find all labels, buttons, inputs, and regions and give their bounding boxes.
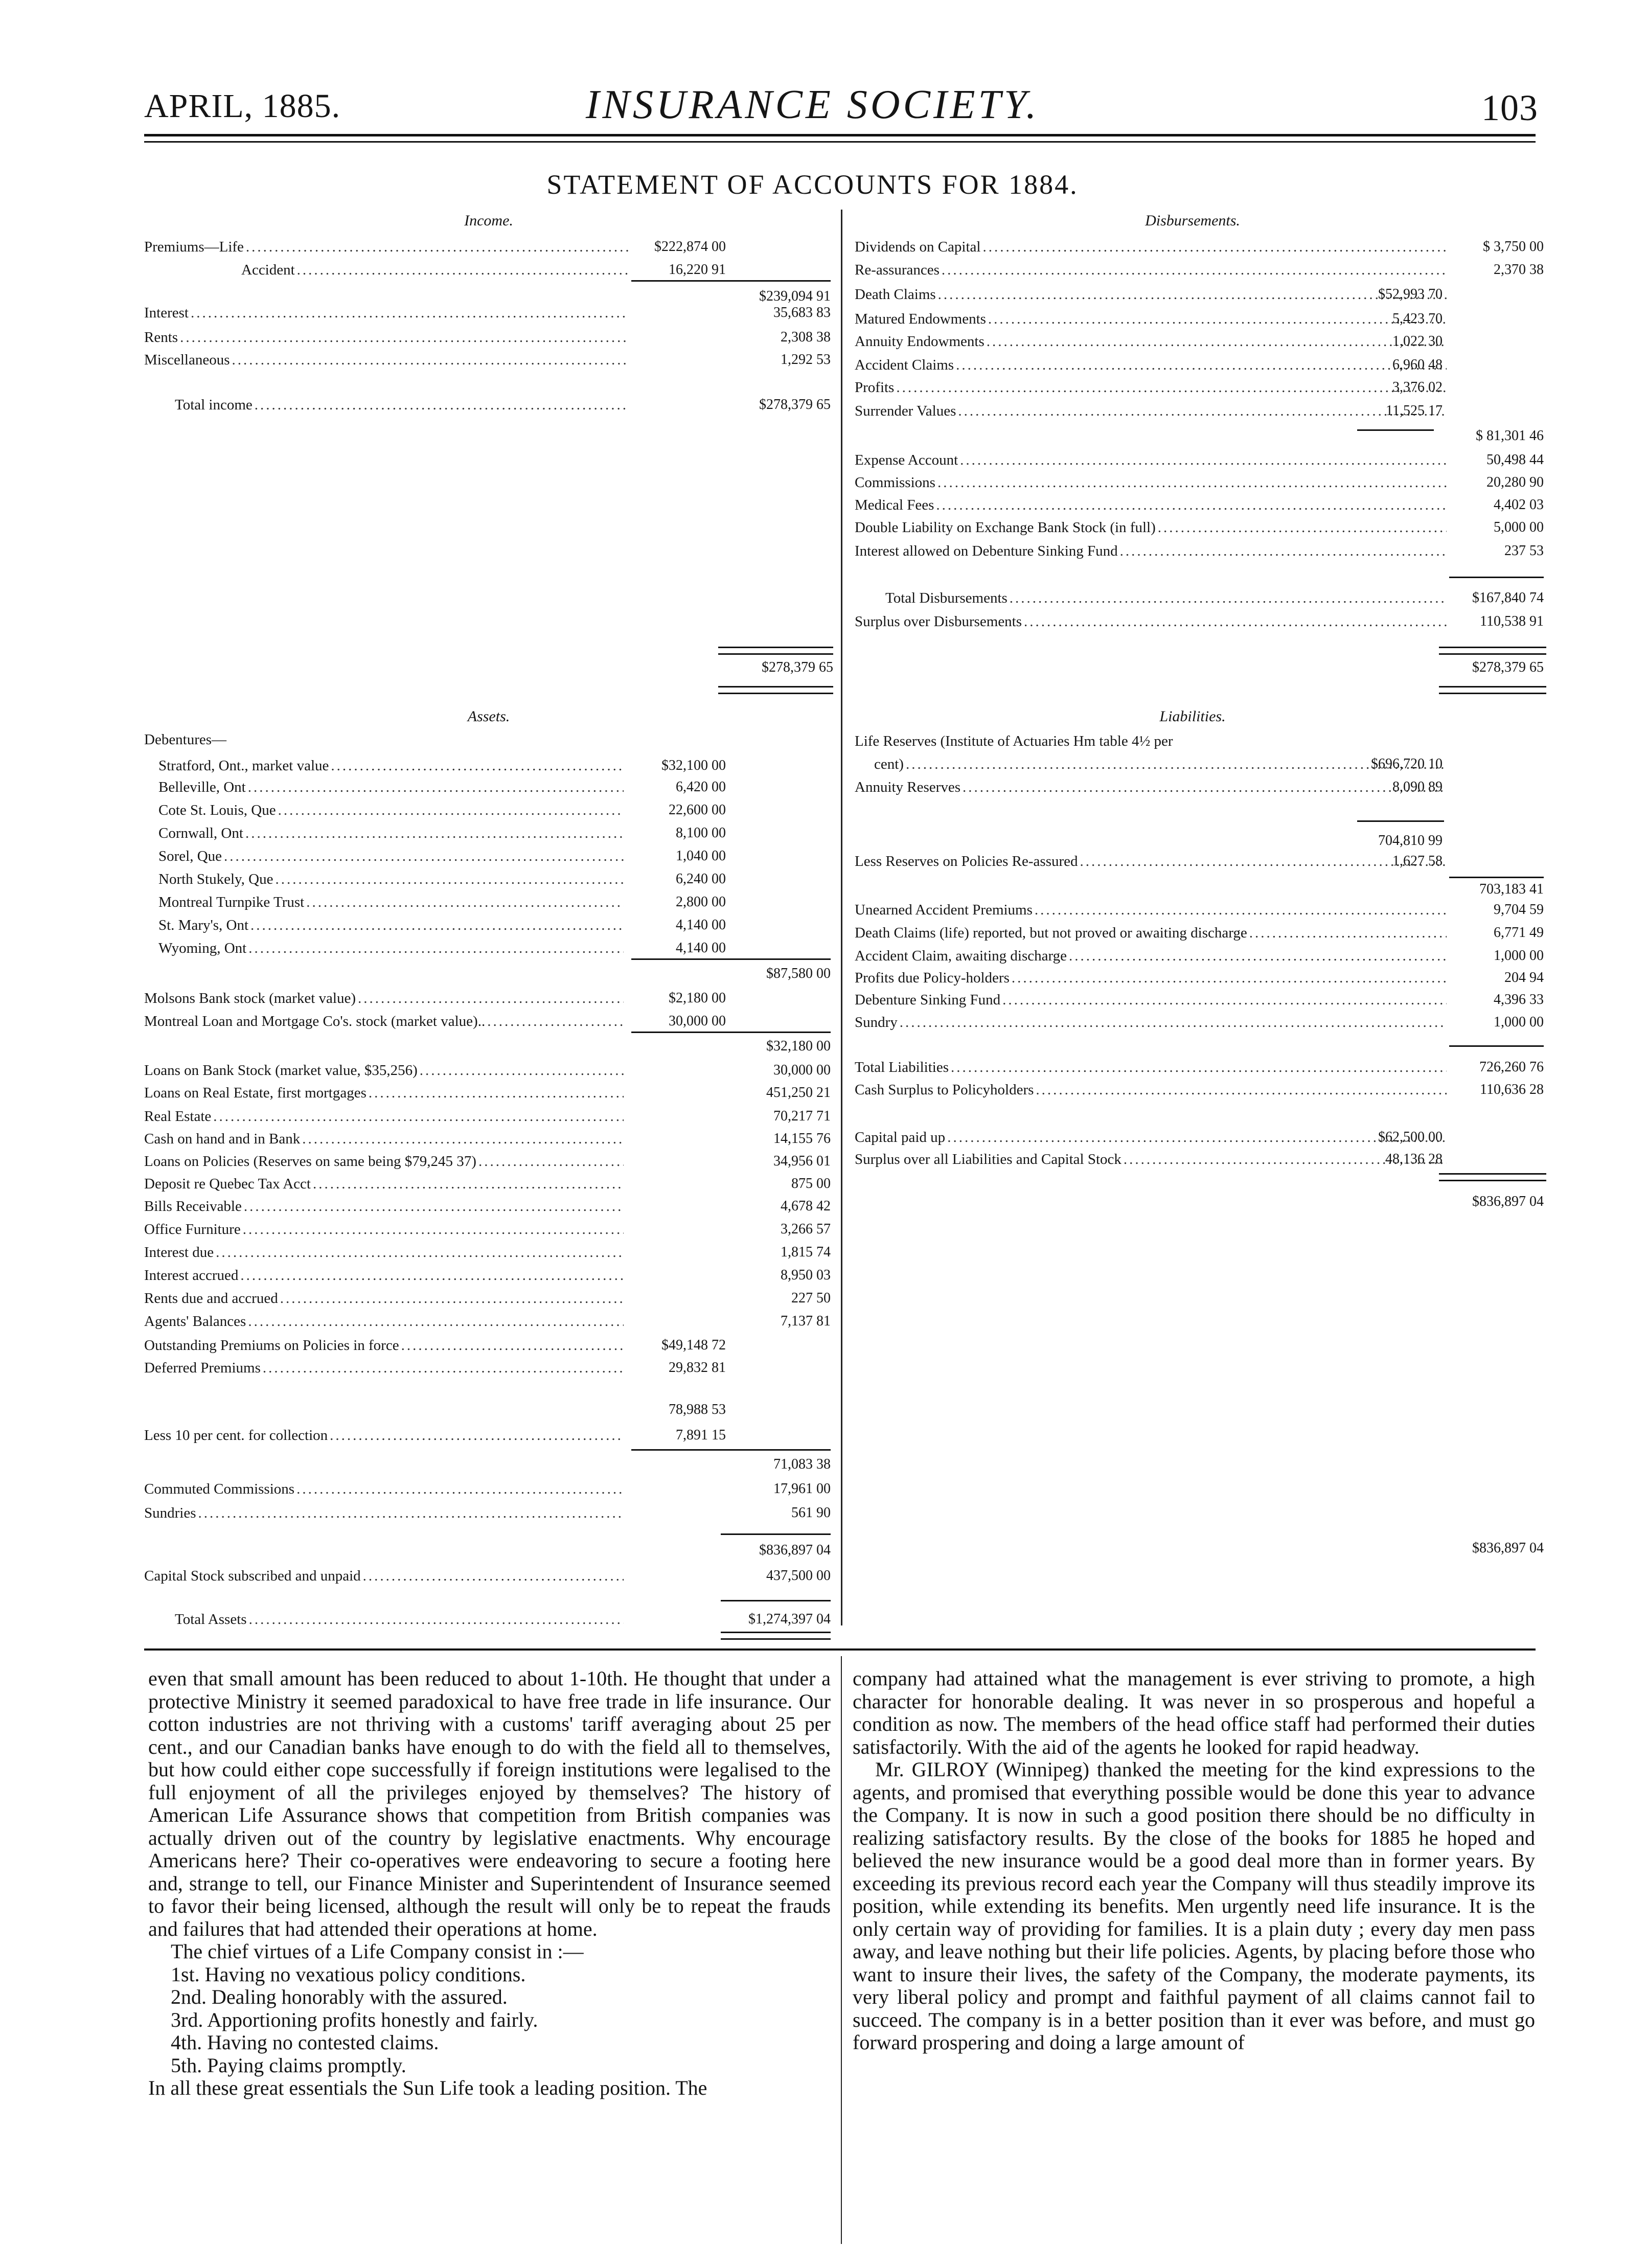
row-label: Deferred Premiums [144, 1360, 261, 1376]
row-label: Accident Claims [855, 357, 954, 373]
row-amount: 1,000 00 [1494, 948, 1544, 964]
left-paragraph: even that small amount has been reduced to about 1-10th. He thought that under a protective Ministry it seemed paradoxical to have free trade in life insurance. Our cotton industries are not thriving with a customs' tariff averaging about 25 per cent., and our Canadian banks have enough to do with the field all to themselves, but how could either cope successfully if foreign institutions were legalised to the full enjoyment of all the privileges enjoyed by themselves? The history of American Life Assurance shows that competition from British companies was actually driven out of the country by legislative enactments. Why encourage Americans here? Their co-operatives were endeavoring to secure a footing here and, strange to tell, our Finance Minister and Superintendent of Insurance seemed to favor their being licensed, although the result will only be to repeat the frauds and failures that had attended their operations at home. [148, 1667, 831, 1940]
row-amount: 8,950 03 [781, 1267, 831, 1283]
row-amount: 1,292 53 [781, 352, 831, 368]
row-amount: 561 90 [791, 1505, 831, 1521]
stock-subtotal-rule [631, 1032, 831, 1033]
leader-dots [255, 395, 629, 415]
debentures-label: Debentures— [144, 731, 227, 748]
leader-dots [248, 938, 624, 958]
ledger-row [855, 923, 1447, 943]
ledger-row [855, 879, 1447, 900]
row-label: Bills Receivable [144, 1198, 242, 1215]
row-amount: 204 94 [1504, 970, 1544, 986]
row-amount: $167,840 74 [1472, 590, 1544, 606]
leader-dots [936, 495, 1447, 515]
virtue-item: 2nd. Dealing honorably with the assured. [171, 1985, 508, 2008]
leader-dots [1035, 900, 1447, 920]
row-label: Annuity Endowments [855, 333, 985, 350]
row-amount: 6,240 00 [676, 871, 726, 887]
row-label: Office Furniture [144, 1221, 241, 1238]
column-divider [841, 210, 842, 1625]
row-amount: 3,266 57 [781, 1221, 831, 1237]
row-label: Rents [144, 329, 178, 346]
ledger-row [855, 495, 1447, 515]
assets-subtotal-rule [721, 1533, 831, 1535]
row-label: Capital paid up [855, 1129, 946, 1146]
row-amount: 2,308 38 [781, 329, 831, 345]
ledger-row [144, 1060, 624, 1081]
premiums-subtotal-rule [631, 1449, 831, 1451]
leader-dots [982, 237, 1447, 257]
row-amount: 2,800 00 [676, 894, 726, 910]
leader-dots [280, 1288, 624, 1309]
leader-dots [180, 327, 629, 348]
row-label: Medical Fees [855, 497, 934, 513]
row-label: Total Disbursements [885, 590, 1008, 606]
ledger-row [144, 1036, 624, 1057]
row-amount: 4,396 33 [1494, 992, 1544, 1007]
ledger-row [144, 1242, 624, 1263]
row-amount: $32,100 00 [661, 758, 726, 773]
row-amount: 1,627 58 [1392, 853, 1443, 869]
row-amount: 20,280 90 [1486, 474, 1544, 490]
row-amount: 70,217 71 [773, 1108, 831, 1124]
row-label: Surrender Values [855, 403, 956, 419]
row-label: Cash on hand and in Bank [144, 1131, 301, 1147]
leader-dots [401, 1335, 624, 1356]
row-label: Interest [144, 305, 189, 321]
row-label: Wyoming, Ont [158, 940, 247, 956]
ledger-row [144, 1011, 624, 1032]
ledger-row [144, 1358, 624, 1378]
ledger-row [144, 1083, 624, 1103]
income-total: $278,379 65 [762, 659, 833, 675]
leader-dots [363, 1566, 624, 1586]
row-label: Debenture Sinking Fund [855, 992, 1001, 1008]
leader-dots [420, 1060, 624, 1081]
leader-dots [1002, 990, 1447, 1010]
ledger-row [144, 755, 624, 776]
row-label: Cash Surplus to Policyholders [855, 1082, 1034, 1098]
ledger-row [855, 426, 1447, 446]
row-label: Commissions [855, 474, 935, 491]
row-amount: 875 00 [791, 1176, 831, 1192]
leader-dots [232, 350, 629, 370]
row-amount: $2,180 00 [669, 990, 726, 1006]
row-amount: 14,155 76 [773, 1131, 831, 1147]
row-label: cent) [874, 756, 904, 772]
ledger-row [144, 260, 629, 280]
row-amount: 35,683 83 [773, 305, 831, 320]
ledger-row [144, 1479, 624, 1499]
ledger-row [144, 1454, 624, 1475]
row-label: Total income [175, 397, 253, 413]
ledger-row [855, 968, 1447, 988]
reserves-subtotal-rule [1357, 820, 1444, 822]
leader-dots [369, 1083, 624, 1103]
issue-date: APRIL, 1885. [144, 87, 341, 125]
row-label: St. Mary's, Ont [158, 917, 249, 933]
ledger-row [855, 1080, 1447, 1100]
leader-dots [1024, 611, 1447, 632]
liabilities-subtotal: $836,897 04 [1472, 1194, 1544, 1209]
row-label: Belleville, Ont [158, 779, 246, 795]
leader-dots [243, 1219, 624, 1240]
leader-dots [297, 260, 629, 280]
leader-dots [1012, 968, 1447, 988]
row-amount: 5,000 00 [1494, 519, 1544, 535]
leader-dots [1249, 923, 1447, 943]
ledger-row [855, 900, 1447, 920]
row-amount: 2,370 38 [1494, 262, 1544, 278]
leader-dots [960, 450, 1447, 470]
row-label: Montreal Loan and Mortgage Co's. stock (market value).. [144, 1013, 486, 1029]
ledger-row [144, 303, 629, 323]
ledger-row [144, 1219, 624, 1240]
right-text-column [853, 1667, 1535, 2054]
ledger-row [144, 327, 629, 348]
leader-dots [191, 303, 629, 323]
row-amount: $239,094 91 [759, 288, 831, 304]
row-amount: 6,960 48 [1392, 357, 1443, 373]
row-amount: 30,000 00 [773, 1062, 831, 1078]
leader-dots [313, 1174, 624, 1194]
row-label: Expense Account [855, 452, 958, 468]
right-paragraph-1: company had attained what the management is ever striving to promote, a high character for honorable dealing. It was never in so prosperous and hopeful a condition as now. The members of the head office staff had performed their duties satisfactorily. With the aid of the agents he looked for rapid headway. [853, 1667, 1535, 1758]
row-amount: 29,832 81 [669, 1360, 726, 1376]
row-label: Less 10 per cent. for collection [144, 1427, 328, 1444]
virtues-lead: The chief virtues of a Life Company consist in :— [171, 1940, 584, 1963]
row-label: Commuted Commissions [144, 1481, 295, 1497]
row-amount: $52,993 70 [1378, 286, 1443, 302]
row-amount: $1,274,397 04 [748, 1611, 831, 1627]
virtue-item: 3rd. Apportioning profits honestly and fairly. [171, 2008, 538, 2031]
disb-subtotal-rule [1357, 429, 1434, 431]
row-amount: $222,874 00 [654, 239, 726, 255]
row-amount: 30,000 00 [669, 1013, 726, 1029]
row-amount: 237 53 [1504, 543, 1544, 559]
row-label: Agents' Balances [144, 1313, 246, 1330]
row-label: Cote St. Louis, Que [158, 802, 276, 818]
disbursements-total: $278,379 65 [1472, 659, 1544, 675]
row-amount: 9,704 59 [1494, 902, 1544, 918]
row-amount: 4,140 00 [676, 917, 726, 933]
ledger-row [144, 823, 624, 843]
journal-title: INSURANCE SOCIETY. [585, 82, 1040, 127]
leader-dots [263, 1358, 624, 1378]
assets-total-rule-bottom [721, 1632, 831, 1640]
leader-dots [1069, 946, 1447, 966]
ledger-row [855, 237, 1447, 257]
left-last-line: In all these great essentials the Sun Life took a leading position. The [148, 2076, 707, 2099]
row-amount: 1,000 00 [1494, 1014, 1544, 1030]
leader-dots [248, 777, 624, 797]
ledger-row [144, 1311, 624, 1332]
ledger-row [855, 611, 1447, 632]
header-rule-top [144, 134, 1536, 136]
reserves-net-rule [1449, 877, 1544, 878]
row-amount: 34,956 01 [773, 1153, 831, 1169]
header-rule-bottom [144, 141, 1536, 143]
row-label: Double Liability on Exchange Bank Stock (in full) [855, 519, 1156, 536]
row-amount: 437,500 00 [766, 1568, 831, 1584]
debentures-subtotal-rule [631, 958, 831, 960]
liabilities-heading: Liabilities. [1159, 708, 1226, 725]
row-label: Profits due Policy-holders [855, 970, 1010, 986]
leader-dots [275, 869, 624, 889]
leader-dots [306, 892, 624, 912]
ledger-row [144, 964, 624, 984]
leader-dots [900, 1012, 1447, 1033]
row-label: Cornwall, Ont [158, 825, 243, 841]
left-text-column [148, 1667, 831, 2100]
liabilities-total-rule [1449, 1045, 1544, 1047]
ledger-row [144, 869, 624, 889]
leader-dots [302, 1129, 624, 1149]
ledger-row [144, 1129, 624, 1149]
row-label: Surplus over Disbursements [855, 613, 1022, 630]
row-label: Surplus over all Liabilities and Capital Stock [855, 1151, 1122, 1167]
row-amount: $87,580 00 [766, 966, 831, 981]
page-number: 103 [1481, 87, 1538, 128]
leader-dots [246, 237, 629, 257]
leader-dots [942, 260, 1447, 280]
row-amount: 3,376 02 [1392, 379, 1443, 395]
leader-dots [216, 1242, 624, 1263]
row-amount: 451,250 21 [766, 1085, 831, 1101]
row-amount: 11,525 17 [1386, 403, 1443, 419]
ledger-row [855, 946, 1447, 966]
leader-dots [330, 1425, 624, 1446]
ledger-row [144, 1174, 624, 1194]
ledger-row [144, 1609, 624, 1630]
row-label: Loans on Real Estate, first mortgages [144, 1085, 367, 1101]
leader-dots [478, 1151, 624, 1172]
ledger-row [144, 800, 624, 820]
row-label: Loans on Bank Stock (market value, $35,256) [144, 1062, 418, 1079]
virtue-item: 1st. Having no vexatious policy conditions. [171, 1962, 526, 1986]
row-amount: 1,815 74 [781, 1244, 831, 1260]
ledger-row [144, 988, 624, 1009]
ledger-row [144, 1106, 624, 1127]
ledger-row [144, 1151, 624, 1172]
row-label: Premiums—Life [144, 239, 244, 255]
row-amount: 726,260 76 [1479, 1059, 1544, 1075]
ledger-row [144, 846, 624, 866]
row-amount: $696,720 10 [1371, 756, 1443, 772]
income-total-rule-top [718, 647, 833, 655]
ledger-row [855, 450, 1447, 470]
leader-dots [1158, 517, 1447, 538]
ledger-row [855, 1012, 1447, 1033]
row-amount: 110,636 28 [1480, 1082, 1544, 1097]
leader-dots [487, 1011, 624, 1032]
row-amount: 110,538 91 [1480, 613, 1544, 629]
row-amount: 50,498 44 [1486, 452, 1544, 468]
income-total-rule-bottom [718, 686, 833, 694]
ledger-row [144, 350, 629, 370]
row-label: Total Assets [175, 1611, 247, 1628]
row-label: Accident [241, 262, 295, 278]
row-amount: 1,022 30 [1392, 333, 1443, 349]
row-label: Interest allowed on Debenture Sinking Fund [855, 543, 1118, 559]
row-label: Real Estate [144, 1108, 212, 1125]
row-amount: 16,220 91 [669, 262, 726, 278]
row-amount: 8,100 00 [676, 825, 726, 841]
row-label: Death Claims [855, 286, 936, 303]
row-amount: $278,379 65 [759, 397, 831, 413]
row-label: Re-assurances [855, 262, 940, 278]
ledger-row [855, 472, 1447, 493]
leader-dots [198, 1503, 624, 1523]
row-label: Profits [855, 379, 895, 396]
leader-dots [951, 1057, 1447, 1078]
row-amount: 704,810 99 [1378, 833, 1443, 849]
row-label: Interest accrued [144, 1267, 239, 1284]
ledger-row [855, 588, 1447, 608]
row-amount: $ 81,301 46 [1476, 428, 1544, 444]
row-label: Accident Claim, awaiting discharge [855, 948, 1067, 964]
ledger-row [144, 1196, 624, 1217]
ledger-row [144, 237, 629, 257]
ledger-row [144, 395, 629, 415]
leader-dots [937, 472, 1447, 493]
row-amount: 17,961 00 [773, 1481, 831, 1497]
leader-dots [249, 1609, 624, 1630]
ledger-row [144, 1400, 624, 1420]
ledger-row [144, 1288, 624, 1309]
leader-dots [224, 846, 624, 866]
disb-total-rule-bottom [1439, 686, 1546, 694]
leader-dots [278, 800, 624, 820]
row-amount: 7,891 15 [676, 1427, 726, 1443]
ledger-row [144, 1540, 624, 1561]
assets-total-rule-top [721, 1600, 831, 1601]
row-amount: 4,140 00 [676, 940, 726, 956]
row-label: Loans on Policies (Reserves on same being $79,245 37) [144, 1153, 476, 1170]
disbursements-heading: Disbursements. [1145, 212, 1240, 229]
leader-dots [1010, 588, 1447, 608]
row-label: Total Liabilities [855, 1059, 949, 1075]
ledger-row [855, 517, 1447, 538]
row-amount: $32,180 00 [766, 1038, 831, 1054]
row-amount: $836,897 04 [759, 1542, 831, 1558]
row-label: Matured Endowments [855, 311, 986, 327]
row-amount: 8,090 89 [1392, 779, 1443, 795]
ledger-row [144, 1265, 624, 1286]
ledger-row [855, 1057, 1447, 1078]
row-amount: 703,183 41 [1479, 881, 1544, 897]
row-label: Stratford, Ont., market value [158, 758, 329, 774]
leader-dots [250, 915, 624, 935]
income-subtotal-rule [631, 280, 831, 282]
ledger-row [144, 1335, 624, 1356]
virtue-item: 4th. Having no contested claims. [171, 2031, 439, 2054]
text-column-divider [841, 1656, 842, 2244]
liabilities-subtotal-rule [1439, 1173, 1546, 1181]
row-label: Montreal Turnpike Trust [158, 894, 305, 910]
row-label: Rents due and accrued [144, 1290, 278, 1307]
row-label: Unearned Accident Premiums [855, 902, 1033, 918]
row-label: Molsons Bank stock (market value) [144, 990, 356, 1006]
leader-dots [331, 755, 624, 776]
assets-heading: Assets. [467, 708, 510, 725]
leader-dots [245, 823, 624, 843]
row-label: North Stukely, Que [158, 871, 273, 887]
leader-dots [296, 1479, 624, 1499]
leader-dots [1036, 1080, 1447, 1100]
row-amount: 71,083 38 [773, 1456, 831, 1472]
ledger-row [855, 541, 1447, 561]
liabilities-total: $836,897 04 [1472, 1540, 1544, 1556]
row-amount: 22,600 00 [669, 802, 726, 818]
row-label: Interest due [144, 1244, 214, 1261]
row-amount: 48,136 28 [1385, 1151, 1443, 1167]
row-label: Capital Stock subscribed and unpaid [144, 1568, 361, 1584]
ledger-row [855, 731, 1447, 751]
row-label: Life Reserves (Institute of Actuaries Hm table 4½ per [855, 733, 1173, 749]
right-paragraph-2: Mr. GILROY (Winnipeg) thanked the meeting for the kind expressions to the agents, and promised that everything possible would be done this year to advance the Company. It is now in such a good position there should be no difficulty in realizing satisfactory results. By the close of the books for 1885 he hoped and believed the new insurance would be a good deal more than in former years. By exceeding its previous record each year the Company will thus steadily improve its position, while extending its benefits. Men urgently need life insurance. It is the only certain way of providing for families. It is a plain duty ; every day men pass away, and leave nothing but their life policies. Agents, by placing before those who want to insure their lives, the safety of the Company, the moderate payments, its very liberal policy and prompt and faithful payment of all claims cannot fail to succeed. The company is in a better position than it ever was before, and must go forward prospering and doing a large amount of [853, 1758, 1535, 2054]
row-amount: 4,678 42 [781, 1198, 831, 1214]
row-label: Deposit re Quebec Tax Acct [144, 1176, 311, 1192]
ledger-row [144, 892, 624, 912]
row-label: Sundries [144, 1505, 196, 1521]
row-amount: 6,771 49 [1494, 925, 1544, 941]
row-amount: $62,500 00 [1378, 1129, 1443, 1145]
row-label: Sundry [855, 1014, 898, 1030]
ledger-row [855, 990, 1447, 1010]
row-amount: 7,137 81 [781, 1313, 831, 1329]
row-amount: 227 50 [791, 1290, 831, 1306]
ledger-row [855, 260, 1447, 280]
row-amount: 5,423 70 [1392, 311, 1443, 327]
statement-title: STATEMENT OF ACCOUNTS FOR 1884. [546, 169, 1079, 200]
ledger-row [144, 1425, 624, 1446]
ledger-row [144, 1566, 624, 1586]
virtue-item: 5th. Paying claims promptly. [171, 2053, 406, 2077]
row-amount: $ 3,750 00 [1483, 239, 1544, 255]
row-amount: 1,040 00 [676, 848, 726, 864]
row-label: Outstanding Premiums on Policies in force [144, 1337, 399, 1354]
leader-dots [358, 988, 624, 1009]
leader-dots [248, 1311, 624, 1332]
row-label: Sorel, Que [158, 848, 222, 864]
row-amount: 6,420 00 [676, 779, 726, 795]
leader-dots [1120, 541, 1447, 561]
row-amount: 4,402 03 [1494, 497, 1544, 513]
row-label: Annuity Reserves [855, 779, 960, 795]
disb-total-rule-top [1439, 647, 1546, 655]
ledger-row [144, 777, 624, 797]
ledger-row [144, 915, 624, 935]
leader-dots [213, 1106, 624, 1127]
row-label: Dividends on Capital [855, 239, 981, 255]
ledger-row [144, 1503, 624, 1523]
row-amount: 78,988 53 [669, 1402, 726, 1417]
leader-dots [240, 1265, 624, 1286]
ledger-row [144, 938, 624, 958]
income-heading: Income. [464, 212, 513, 229]
row-label: Less Reserves on Policies Re-assured [855, 853, 1078, 869]
disb-total-rule [1449, 577, 1544, 578]
row-label: Miscellaneous [144, 352, 230, 368]
table-bottom-rule [144, 1648, 1536, 1651]
row-amount: $49,148 72 [661, 1337, 726, 1353]
row-label: Death Claims (life) reported, but not proved or awaiting discharge [855, 925, 1247, 941]
leader-dots [244, 1196, 624, 1217]
